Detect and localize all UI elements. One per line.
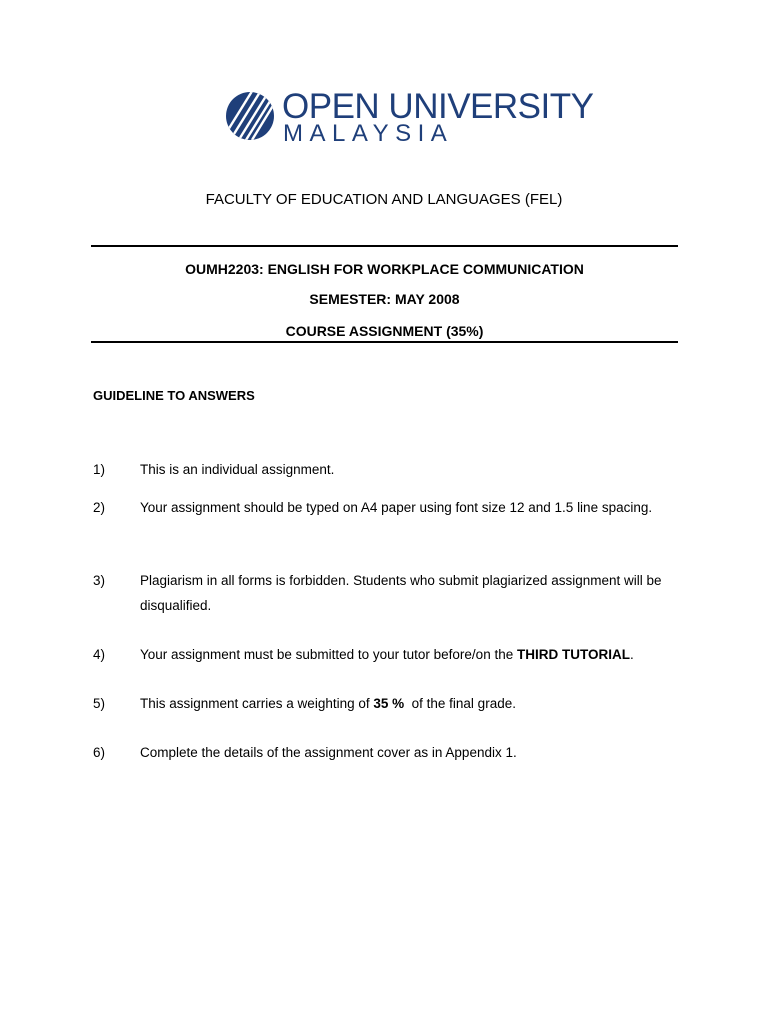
- guideline-heading: GUIDELINE TO ANSWERS: [93, 388, 255, 403]
- item-text: [140, 642, 680, 667]
- course-title: OUMH2203: ENGLISH FOR WORKPLACE COMMUNICATION: [185, 261, 584, 277]
- item-number: 3): [93, 573, 106, 588]
- item-emphasis: 35 %: [373, 696, 405, 711]
- item-text-part: This assignment carries a weighting of: [140, 696, 374, 711]
- item-number: 6): [93, 745, 106, 760]
- item-emphasis: THIRD TUTORIAL: [516, 647, 630, 662]
- item-text: Complete the details of the assignment cover as in Appendix 1.: [140, 745, 517, 760]
- top-divider: [91, 245, 678, 247]
- item-number: 2): [93, 500, 106, 515]
- item-number: 5): [93, 696, 106, 711]
- item-text: Plagiarism in all forms is forbidden. Students who submit plagiarized assignment will be disqualified.: [140, 573, 662, 613]
- item-number: 4): [93, 647, 106, 662]
- semester: SEMESTER: MAY 2008: [309, 291, 460, 307]
- item-text: Your assignment should be typed on A4 paper using font size 12 and 1.5 line spacing.: [140, 500, 653, 515]
- logo-subtitle: MALAYSIA: [283, 120, 454, 147]
- logo-title: OPEN UNIVERSITY: [282, 87, 594, 126]
- item-text-part: Your assignment must be submitted to your tutor before/on the: [140, 647, 517, 662]
- logo-emblem-icon: [226, 92, 274, 140]
- item-text: [140, 691, 680, 716]
- bottom-divider: [91, 341, 678, 343]
- item-text-part: of the final grade.: [404, 696, 516, 711]
- item-text-part: .: [629, 647, 634, 662]
- faculty-heading: FACULTY OF EDUCATION AND LANGUAGES (FEL): [205, 191, 563, 208]
- item-number: 1): [93, 462, 106, 477]
- university-logo: [226, 87, 594, 147]
- assignment-title: COURSE ASSIGNMENT (35%): [285, 323, 484, 339]
- item-text: This is an individual assignment.: [140, 462, 335, 477]
